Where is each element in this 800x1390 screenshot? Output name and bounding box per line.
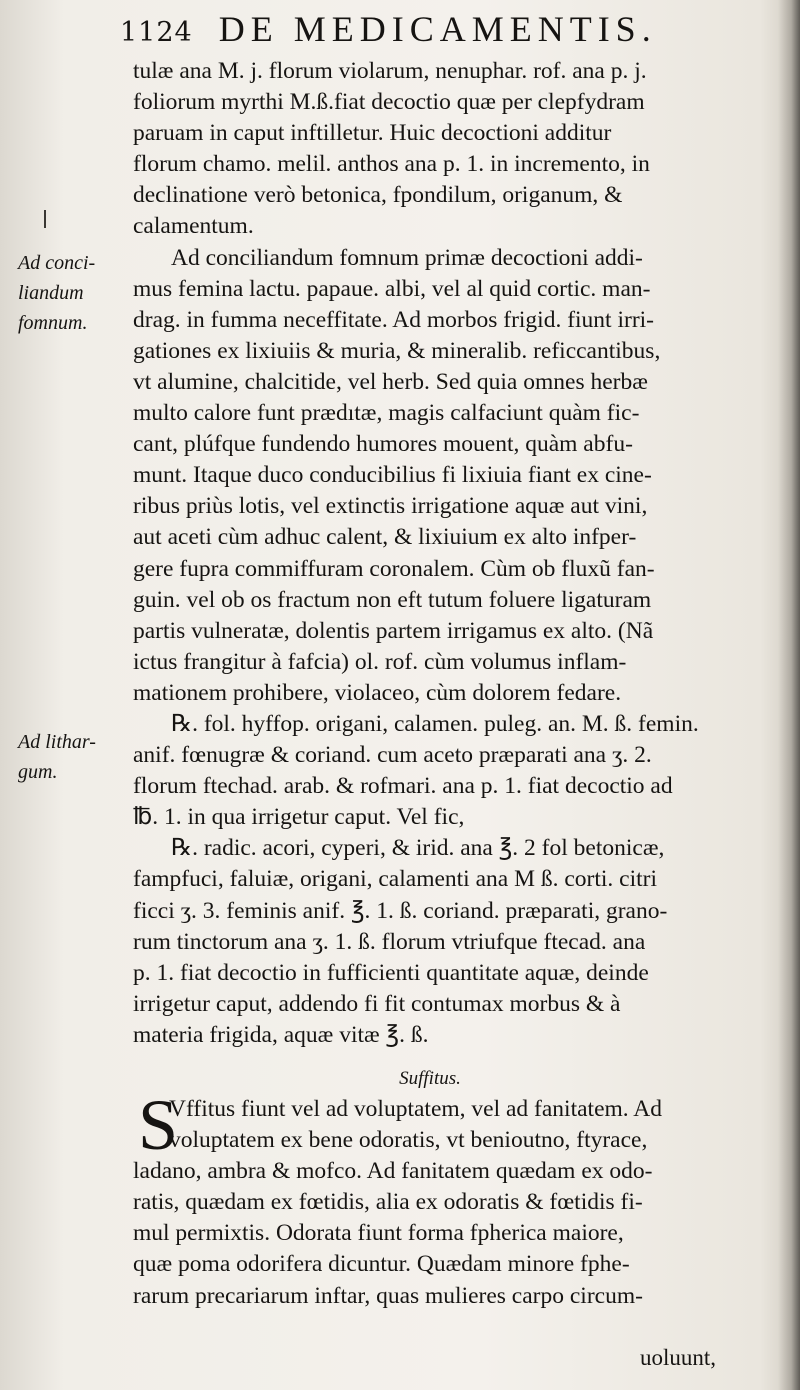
margin-note-line: gum. bbox=[18, 761, 58, 783]
text-line: aut aceti cùm adhuc calent, & lixiuium ex alto infper- bbox=[133, 524, 637, 551]
text-line: gere fupra commiffuram coronalem. Cùm ob fluxũ fan- bbox=[133, 555, 655, 582]
text-line: gationes ex lixiuiis & muria, & mineralib. reficcantibus, bbox=[133, 337, 661, 364]
text-line: declinatione verò betonica, fpondilum, origanum, & bbox=[133, 182, 623, 209]
text-line: irrigetur caput, addendo fi fit contumax morbus & à bbox=[133, 990, 621, 1017]
text-line: partis vulneratæ, dolentis partem irrigamus ex alto. (Nã bbox=[133, 617, 654, 644]
text-line: tulæ ana M. j. florum violarum, nenuphar. rof. ana p. j. bbox=[133, 58, 647, 84]
text-line: ℞. radic. acori, cyperi, & irid. ana ℥. 2 fol betonicæ, bbox=[171, 835, 665, 862]
text-line: mus femina lactu. papaue. albi, vel al quid cortic. man- bbox=[133, 275, 651, 302]
page-number: 1124 bbox=[120, 17, 193, 48]
text-line: multo calore funt prædıtæ, magis calfaciunt quàm fic- bbox=[133, 400, 640, 427]
text-line: ratis, quædam ex fœtidis, alia ex odoratis & fœtidis fi- bbox=[133, 1189, 643, 1216]
running-title: DE MEDICAMENTIS. bbox=[218, 9, 657, 49]
page-edge-shadow bbox=[778, 0, 800, 1390]
text-line: drag. in fumma neceffitate. Ad morbos frigid. fiunt irri- bbox=[133, 306, 654, 333]
page-header bbox=[120, 8, 780, 52]
body-text-main bbox=[133, 56, 773, 1051]
text-line: materia frigida, aquæ vitæ ℥. ß. bbox=[133, 1021, 429, 1048]
text-line: voluptatem ex bene odoratis, vt benioutno, ftyrace, bbox=[169, 1127, 648, 1154]
text-line: anif. fœnugræ & coriand. cum aceto præparati ana ʒ. 2. bbox=[133, 742, 652, 769]
text-line: paruam in caput inftilletur. Huic decoctioni additur bbox=[133, 120, 612, 147]
text-line: ictus frangitur à fafcia) ol. rof. cùm volumus inflam- bbox=[133, 648, 627, 675]
margin-note-line: fomnum. bbox=[18, 312, 88, 334]
text-line: cant, plúfque fundendo humores mouent, quàm abfu- bbox=[133, 431, 633, 458]
text-line: vt alumine, chalcitide, vel herb. Sed quia omnes herbæ bbox=[133, 368, 648, 395]
drop-capital: S bbox=[138, 1085, 179, 1165]
text-line: rarum precariarum inftar, quas mulieres carpo circum- bbox=[133, 1282, 643, 1309]
text-line: ℞. fol. hyffop. origani, calamen. puleg. an. M. ß. femin. bbox=[171, 710, 699, 737]
text-line: mationem prohibere, violaceo, cùm dolorem fedare. bbox=[133, 679, 622, 706]
margin-note-line: liandum bbox=[18, 282, 84, 304]
text-line: ficci ʒ. 3. feminis anif. ℥. 1. ß. coriand. præparati, grano- bbox=[133, 897, 668, 924]
text-line: mul permixtis. Odorata fiunt forma fpherica maiore, bbox=[133, 1220, 624, 1247]
text-line: Ad conciliandum fomnum primæ decoctioni addi- bbox=[171, 244, 643, 271]
margin-note-line: Ad conci- bbox=[18, 252, 96, 274]
text-line: fampfuci, faluiæ, origani, calamenti ana M ß. corti. citri bbox=[133, 866, 657, 893]
margin-note-line: Ad lithar- bbox=[18, 731, 96, 753]
margin-note-somnum bbox=[18, 248, 136, 338]
margin-note-lithargum bbox=[18, 727, 136, 787]
text-line: guin. vel ob os fractum non eft tutum foluere ligaturam bbox=[133, 586, 652, 613]
text-line: quæ poma odorifera dicuntur. Quædam minore fphe- bbox=[133, 1251, 630, 1278]
text-line: munt. Itaque duco conducibilius fi lixiuia fiant ex cine- bbox=[133, 462, 652, 489]
text-line: ℔. 1. in qua irrigetur caput. Vel fic, bbox=[133, 804, 465, 831]
margin-mark bbox=[44, 210, 46, 228]
text-line: rum tinctorum ana ʒ. 1. ß. florum vtriufque ftecad. ana bbox=[133, 928, 646, 955]
text-line: calamentum. bbox=[133, 213, 254, 240]
text-line: foliorum myrthi M.ß.fiat decoctio quæ per clepfydram bbox=[133, 89, 645, 116]
text-line: Vffitus fiunt vel ad voluptatem, vel ad fanitatem. Ad bbox=[169, 1096, 662, 1122]
section-heading: Suffitus. bbox=[399, 1068, 461, 1089]
text-line: florum chamo. melil. anthos ana p. 1. in incremento, in bbox=[133, 151, 650, 178]
text-line: florum ftechad. arab. & rofmari. ana p. 1. fiat decoctio ad bbox=[133, 773, 673, 800]
catchword: uoluunt, bbox=[640, 1345, 717, 1370]
text-line: ladano, ambra & mofco. Ad fanitatem quædam ex odo- bbox=[133, 1158, 653, 1185]
body-text-suffitus bbox=[133, 1085, 773, 1312]
text-line: p. 1. fiat decoctio in fufficienti quantitate aquæ, deinde bbox=[133, 959, 649, 986]
text-line: ribus priùs lotis, vel extinctis irrigatione aquæ aut vini, bbox=[133, 493, 648, 520]
